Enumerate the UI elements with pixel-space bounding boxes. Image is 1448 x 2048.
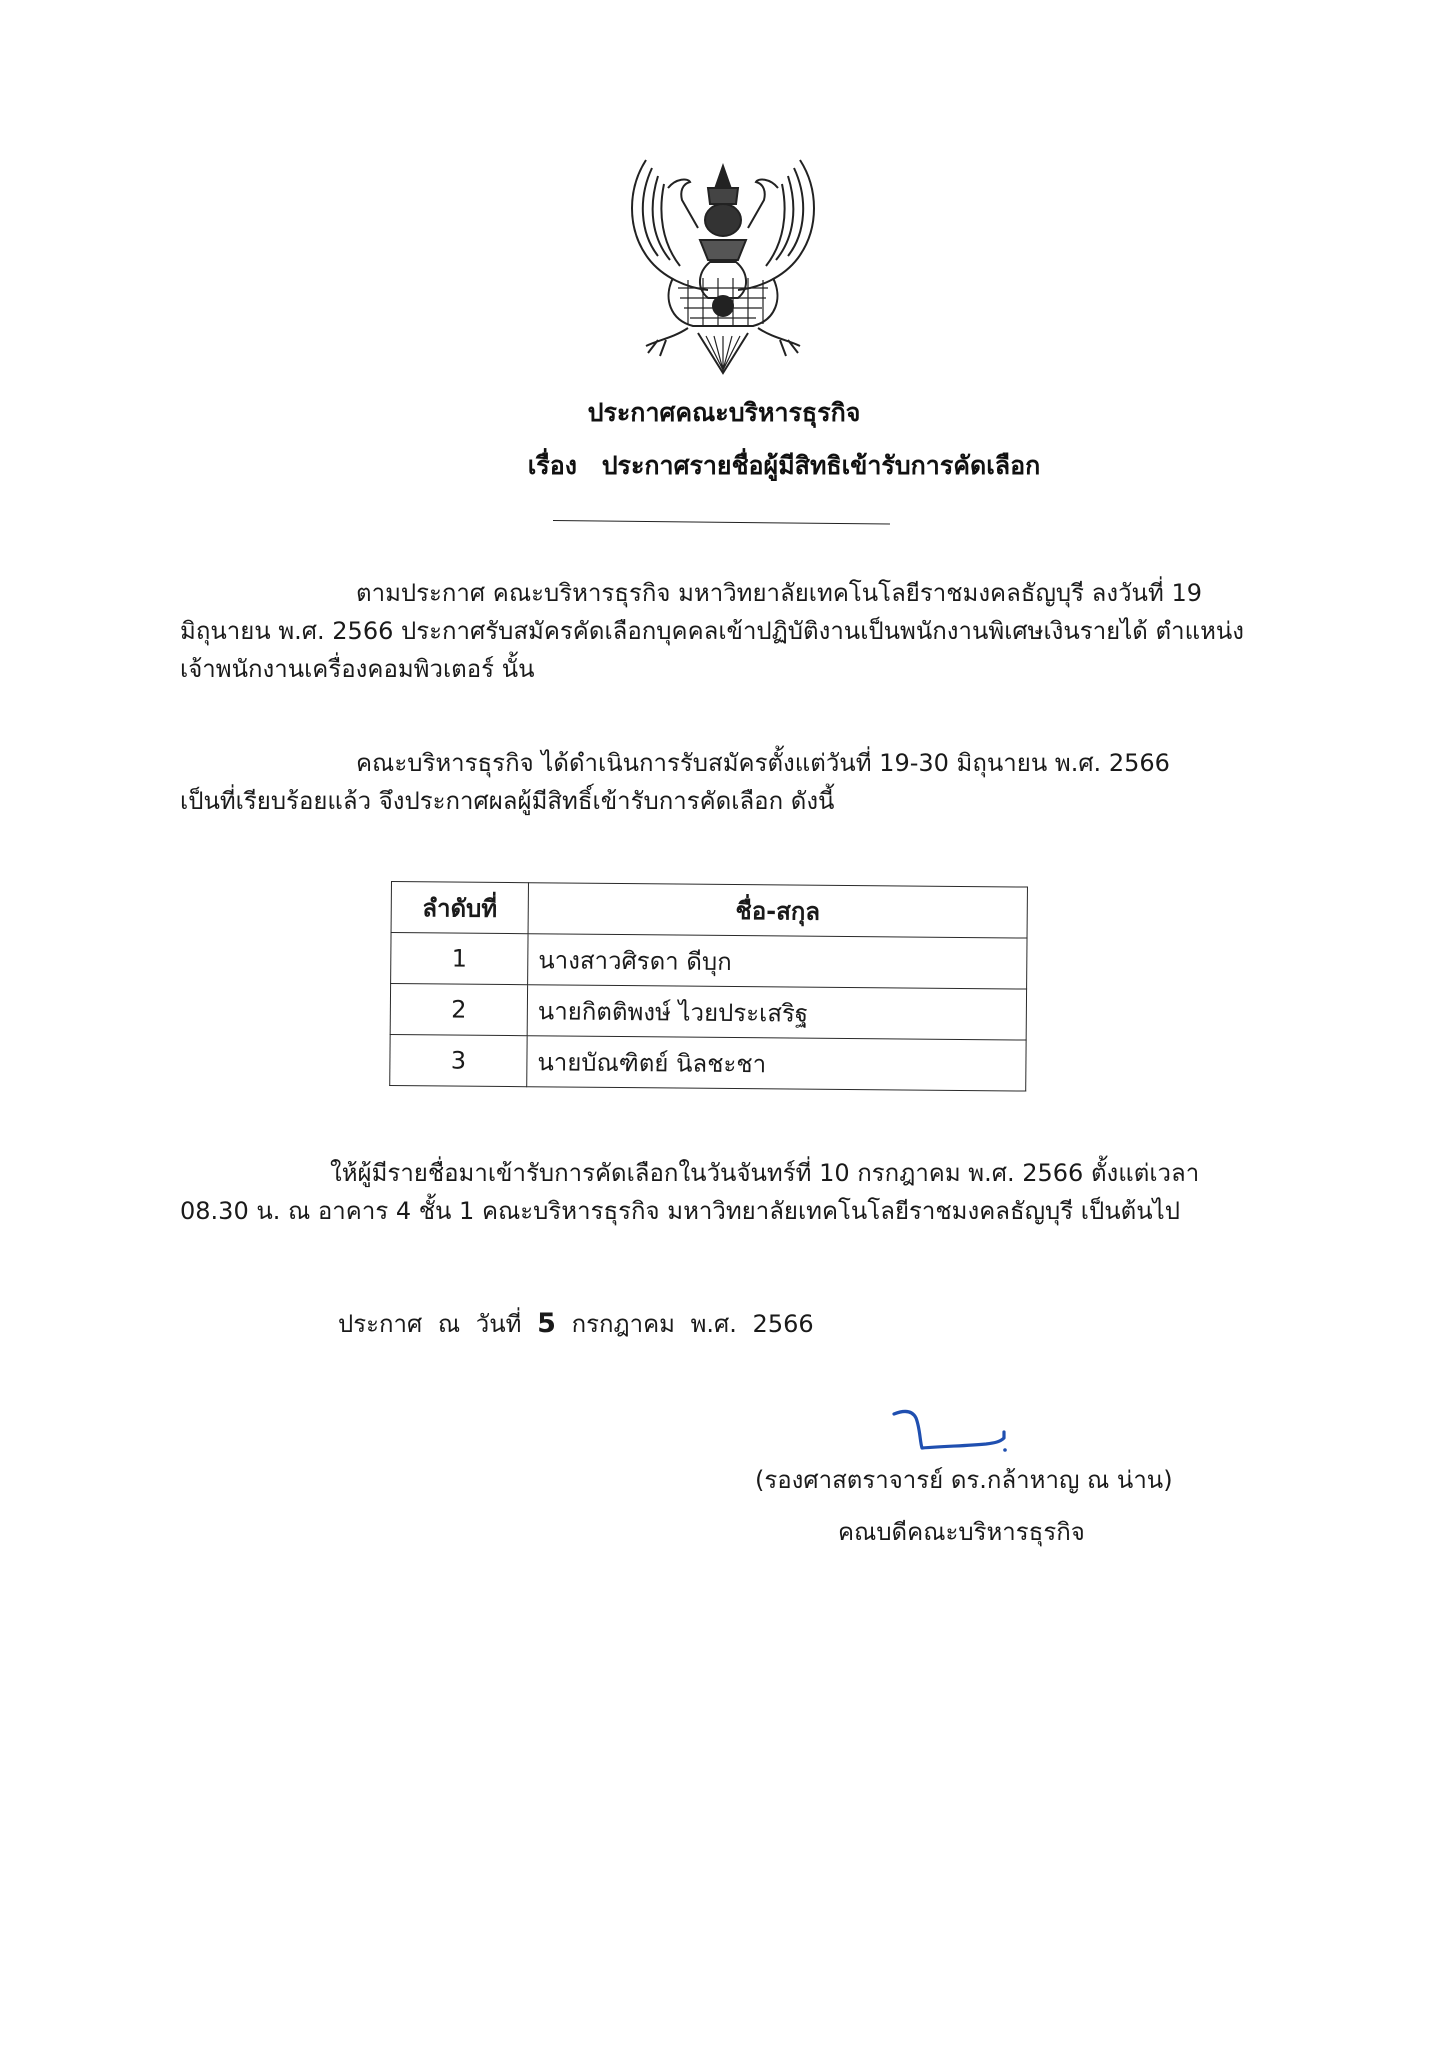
subject-text: ประกาศรายชื่อผู้มีสิทธิเข้ารับการคัดเลือก (601, 451, 1041, 480)
candidates-table (389, 881, 1028, 1092)
document-subject (60, 446, 1448, 486)
row-name: นายกิตติพงษ์ ไวยประเสริฐ (527, 985, 1026, 1040)
announcement-dateline (338, 1304, 814, 1343)
row-name: นางสาวศิรดา ดีบุก (528, 934, 1027, 989)
row-order: 3 (390, 1034, 527, 1086)
para1-line-2: มิถุนายน พ.ศ. 2566 ประกาศรับสมัครคัดเลือกบุคคลเข้าปฏิบัติงานเป็นพนักงานพิเศษเงินรายได้ ตำแหน่ง (180, 617, 1245, 645)
dateline-prefix: ประกาศ ณ วันที่ (338, 1310, 522, 1338)
para1-line-1: ตามประกาศ คณะบริหารธุรกิจ มหาวิทยาลัยเทคโนโลยีราชมงคลธัญบุรี ลงวันที่ 19 (356, 579, 1202, 607)
para1-line-3: เจ้าพนักงานเครื่องคอมพิวเตอร์ นั้น (180, 655, 535, 683)
column-header-order: ลำดับที่ (391, 882, 528, 934)
garuda-emblem-icon (618, 148, 828, 378)
table-header-row (391, 882, 1027, 939)
subject-label: เรื่อง (527, 451, 577, 480)
paragraph-selection-schedule (180, 1154, 1260, 1230)
dateline-day: 5 (537, 1308, 556, 1339)
row-name: นายบัณฑิตย์ นิลชะชา (527, 1036, 1026, 1091)
row-order: 2 (390, 984, 527, 1036)
title-separator (553, 520, 890, 525)
table-row (390, 984, 1026, 1041)
para2-line-2: เป็นที่เรียบร้อยแล้ว จึงประกาศผลผู้มีสิทธิ์เข้ารับการคัดเลือก ดังนี้ (180, 787, 835, 815)
para3-line-1: ให้ผู้มีรายชื่อมาเข้ารับการคัดเลือกในวันจันทร์ที่ 10 กรกฎาคม พ.ศ. 2566 ตั้งแต่เวลา (330, 1159, 1200, 1187)
para3-line-2: 08.30 น. ณ อาคาร 4 ชั้น 1 คณะบริหารธุรกิจ มหาวิทยาลัยเทคโนโลยีราชมงคลธัญบุรี เป็นต้นไป (180, 1197, 1180, 1225)
table-row (391, 933, 1027, 990)
document-title: ประกาศคณะบริหารธุรกิจ (587, 398, 861, 427)
dateline-suffix: กรกฎาคม พ.ศ. 2566 (571, 1310, 814, 1338)
para2-line-1: คณะบริหารธุรกิจ ได้ดำเนินการรับสมัครตั้งแต่วันที่ 19-30 มิถุนายน พ.ศ. 2566 (356, 749, 1170, 777)
column-header-name: ชื่อ-สกุล (528, 883, 1027, 938)
table-row (390, 1034, 1026, 1091)
signer-title: คณบดีคณะบริหารธุรกิจ (838, 1518, 1085, 1546)
signer-name: (รองศาสตราจารย์ ดร.กล้าหาญ ณ น่าน) (755, 1466, 1173, 1494)
paragraph-application-period (180, 744, 1260, 820)
paragraph-announcement-reference (180, 574, 1260, 688)
handwritten-signature-icon (886, 1408, 1046, 1458)
row-order: 1 (391, 933, 528, 985)
